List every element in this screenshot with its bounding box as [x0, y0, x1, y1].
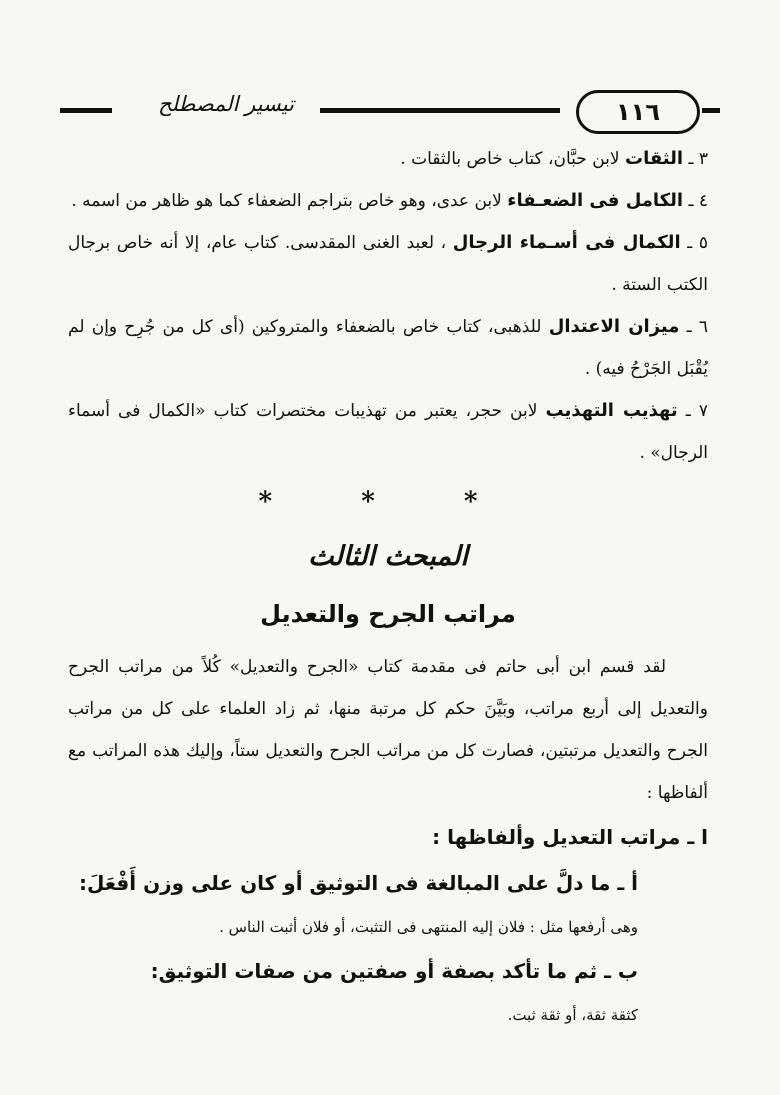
header-rule-left: [60, 108, 112, 113]
running-title: تيسير المصطلح: [158, 92, 294, 116]
book-title: الكامل فى الضعـفاء: [507, 190, 684, 211]
intro-paragraph: لقد قسم ابن أبى حاتم فى مقدمة كتاب «الجرح والتعديل» كُلاً من مراتب الجرح والتعديل إلى أربع مراتب، وبَيَّنَ حكم كل مرتبة منها، ثم زاد العلماء على كل من مراتب الجرح والتعديل مرتبتين، فصارت كل من مراتب الجرح والتعديل ستاً، وإليك هذه المراتب مع ألفاظها :: [68, 657, 708, 803]
section-divider-stars: * * *: [258, 487, 518, 517]
book-title: تهذيب التهذيب: [545, 400, 678, 421]
page-number: ١١٦: [576, 90, 700, 134]
header-rule-middle: [320, 108, 560, 113]
list-item: ٤ ـ الكامل فى الضعـفاء لابن عدى، وهو خاص بتراجم الضعفاء كما هو ظاهر من اسمه .: [71, 190, 708, 211]
section-title: المبحث الثالث: [308, 541, 468, 572]
header-rule-right: [702, 108, 720, 113]
book-title: الثقات: [624, 148, 684, 169]
list-item: ٧ ـ تهذيب التهذيب لابن حجر، يعتبر من تهذيبات مختصرات كتاب «الكمال فى أسماء الرجال» .: [68, 400, 708, 463]
book-title: الكمال فى أسـماء الرجال: [452, 232, 681, 253]
book-title: ميزان الاعتدال: [548, 316, 680, 337]
level-b-text: كثقة ثقة، أو ثقة ثبت.: [507, 1006, 638, 1024]
list-item: ٥ ـ الكمال فى أسـماء الرجال ، لعبد الغنى المقدسى. كتاب عام، إلا أنه خاص برجال الكتب الستة .: [68, 232, 709, 295]
page-body: [68, 138, 708, 1036]
list-item: ٣ ـ الثقات لابن حبَّان، كتاب خاص بالثقات .: [400, 148, 708, 169]
subheading-ta-dil: ا ـ مراتب التعديل وألفاظها :: [432, 825, 708, 849]
chapter-title: مراتب الجرح والتعديل: [260, 600, 516, 628]
level-a-title: أ ـ ما دلَّ على المبالغة فى التوثيق أو كان على وزن أَفْعَلَ:: [79, 871, 638, 895]
page-header: [60, 86, 720, 136]
level-b-title: ب ـ ثم ما تأكد بصفة أو صفتين من صفات التوثيق:: [150, 959, 638, 983]
level-a-text: وهى أرفعها مثل : فلان إليه المنتهى فى التثبت، أو فلان أثبت الناس .: [219, 918, 638, 936]
list-item: ٦ ـ ميزان الاعتدال للذهبى، كتاب خاص بالضعفاء والمتروكين (أى كل من جُرِح وإن لم يُقْبَل الجَرْحُ فيه) .: [68, 316, 709, 379]
